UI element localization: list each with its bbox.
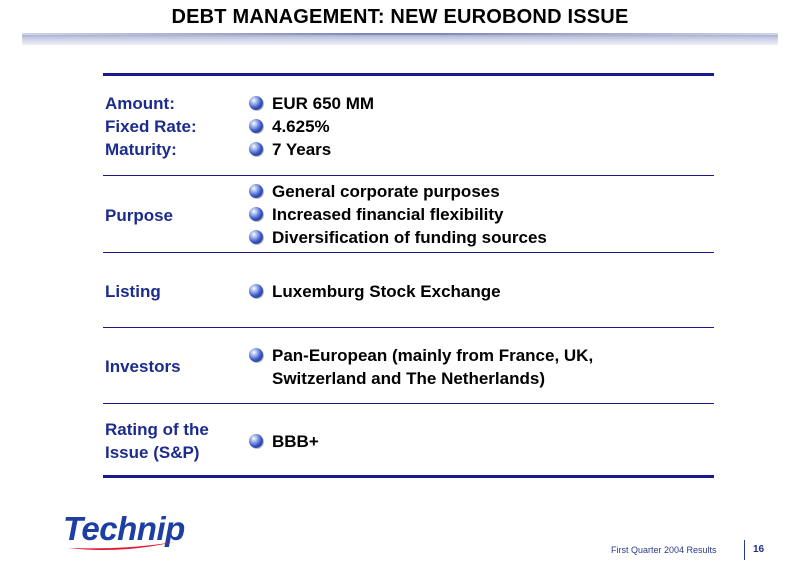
maturity-value: 7 Years: [272, 140, 332, 159]
page-number: 16: [753, 544, 765, 555]
investors-item-continued: [272, 368, 545, 390]
rating-label-line2: Issue (S&P): [105, 443, 200, 462]
bullet-icon: [249, 119, 263, 133]
maturity-label: Maturity:: [105, 140, 177, 159]
purpose-item-text: Increased financial flexibility: [272, 205, 504, 224]
bullet-icon: [249, 142, 263, 156]
investors-value-line1: Pan-European (mainly from France, UK,: [272, 346, 594, 365]
investors-item: [249, 345, 593, 367]
bullet-icon: [249, 207, 263, 221]
amount-label: Amount:: [105, 94, 175, 113]
bullet-icon: [249, 284, 263, 298]
bullet-icon: [249, 348, 263, 362]
purpose-item: [249, 227, 547, 249]
report-title: First Quarter 2004 Results: [611, 545, 717, 555]
purpose-item-text: Diversification of funding sources: [272, 228, 547, 247]
rating-label-line1: Rating of the: [105, 420, 209, 439]
listing-value: Luxemburg Stock Exchange: [272, 282, 501, 301]
investors-value-line2: Switzerland and The Netherlands): [272, 369, 545, 388]
listing-label: Listing: [105, 282, 161, 301]
purpose-item-text: General corporate purposes: [272, 182, 500, 201]
section-divider: [103, 252, 714, 253]
purpose-label: Purpose: [105, 206, 174, 225]
slide-title: DEBT MANAGEMENT: NEW EUROBOND ISSUE: [171, 6, 629, 28]
section-divider: [103, 327, 714, 328]
investors-label: Investors: [105, 357, 181, 376]
amount-item: [249, 93, 374, 115]
rating-item: [249, 431, 319, 453]
fixed-rate-value: 4.625%: [272, 117, 330, 136]
section-divider: [103, 175, 714, 176]
fixed-rate-label: Fixed Rate:: [105, 117, 197, 136]
bullet-icon: [249, 96, 263, 110]
amount-value: EUR 650 MM: [272, 94, 375, 113]
footer-separator: [744, 540, 745, 560]
bullet-icon: [249, 184, 263, 198]
bullet-icon: [249, 230, 263, 244]
logo-swoosh-icon: [66, 540, 176, 552]
fixed-rate-item: [249, 116, 330, 138]
table-bottom-rule: [103, 475, 714, 478]
purpose-item: [249, 181, 500, 203]
purpose-item: [249, 204, 503, 226]
listing-item: [249, 281, 501, 303]
technip-logo: Technip: [63, 510, 185, 547]
rating-value: BBB+: [272, 432, 319, 451]
title-band: [22, 33, 778, 45]
table-top-rule: [103, 73, 714, 76]
section-divider: [103, 403, 714, 404]
bullet-icon: [249, 434, 263, 448]
maturity-item: [249, 139, 331, 161]
